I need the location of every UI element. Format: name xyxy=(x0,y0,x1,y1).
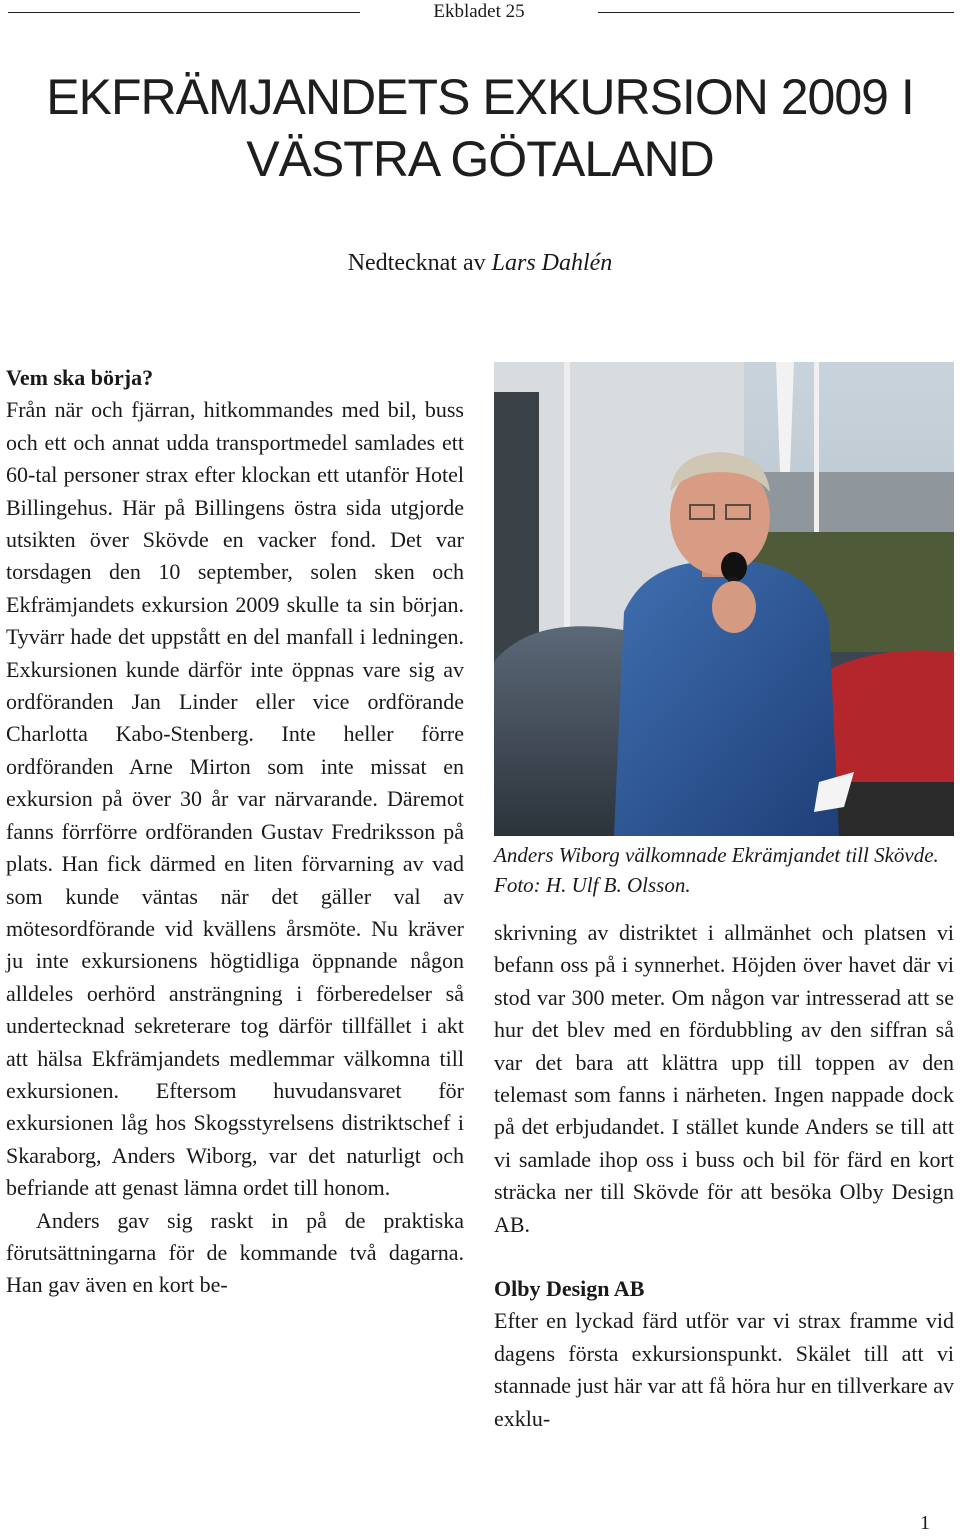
right-column xyxy=(494,917,954,1435)
photo-speaker-with-microphone xyxy=(494,362,954,836)
byline xyxy=(0,250,960,277)
page-number: 1 xyxy=(920,1512,930,1534)
article-title-line-1: EKFRÄMJANDETS EXKURSION 2009 I xyxy=(46,69,914,125)
body-paragraph: Anders gav sig raskt in på de praktiska förutsättningarna för de kommande två dagarna. Han gav även en kort be- xyxy=(6,1207,464,1298)
photo-illustration xyxy=(494,362,954,836)
byline-author: Lars Dahlén xyxy=(491,250,613,276)
article-title xyxy=(0,66,960,190)
body-paragraph: skrivning av distriktet i allmänhet och platsen vi befann oss på i synnerhet. Höjden över havet där vi stod var 300 meter. Om någon var intresserad att se hur det blev med en fördubbling av den siffran så var det bara att klättra upp till toppen av den telemast som fanns i närheten. Ingen nappade dock på det erbjudandet. I stället kunde Anders se till att vi samlade ihop oss i buss och bil för färd en kort sträcka ner till Skövde för att besöka Olby Design AB. xyxy=(494,920,954,1237)
section-heading: Olby Design AB xyxy=(494,1276,645,1302)
body-paragraph: Från när och fjärran, hitkommandes med bil, buss och ett och annat udda transportmedel samlades ett 60-tal personer strax efter klockan ett utanför Hotel Billingehus. Här på Billingens östra sida utgjorde utsikten över Skövde en vacker fond. Det var torsdagen den 10 september, solen sken och Ekfrämjandets exkursion 2009 skulle ta sin början. Tyvärr hade det uppstått en del manfall i ledningen. Exkursionen kunde därför inte öppnas vare sig av ordföranden Jan Linder eller vice ordförande Charlotta Kabo-Stenberg. Inte heller förre ordföranden Arne Mirton som inte missat en exkursion på över 30 år var närvarande. Däremot fanns förrförre ordföranden Gustav Fredriksson på plats. Han fick därmed en liten förvarning av vad som kunde väntas när det gäller val av mötesordförande vid kvällens årsmöte. Nu kräver ju inte exkursionens högtidliga öppnande någon alldeles oerhörd ansträngning i förberedelser så undertecknad sekreterare tog därför tillfället i akt att hälsa Ekfrämjandets medlemmar välkomna till exkursionen. Eftersom huvudansvaret för exkursionen låg hos Skogsstyrelsens distriktschef i Skaraborg, Anders Wiborg, var det naturligt och befriande att genast lämna ordet till honom. xyxy=(6,397,464,1201)
header-rule-right xyxy=(598,12,954,13)
running-header: Ekbladet 25 xyxy=(433,1,525,22)
left-column xyxy=(6,362,464,1302)
header-rule-left xyxy=(8,12,360,13)
photo-caption: Anders Wiborg välkomnade Ekrämjandet till Skövde. Foto: H. Ulf B. Olsson. xyxy=(494,843,939,897)
byline-prefix: Nedtecknat av xyxy=(347,250,486,276)
article-title-line-2: VÄSTRA GÖTALAND xyxy=(246,131,714,187)
body-paragraph: Efter en lyckad färd utför var vi strax framme vid dagens första exkursionspunkt. Skälet till att vi stannade just här var att få höra hur en tillverkare av exklu- xyxy=(494,1308,954,1431)
section-heading: Vem ska börja? xyxy=(6,365,154,390)
